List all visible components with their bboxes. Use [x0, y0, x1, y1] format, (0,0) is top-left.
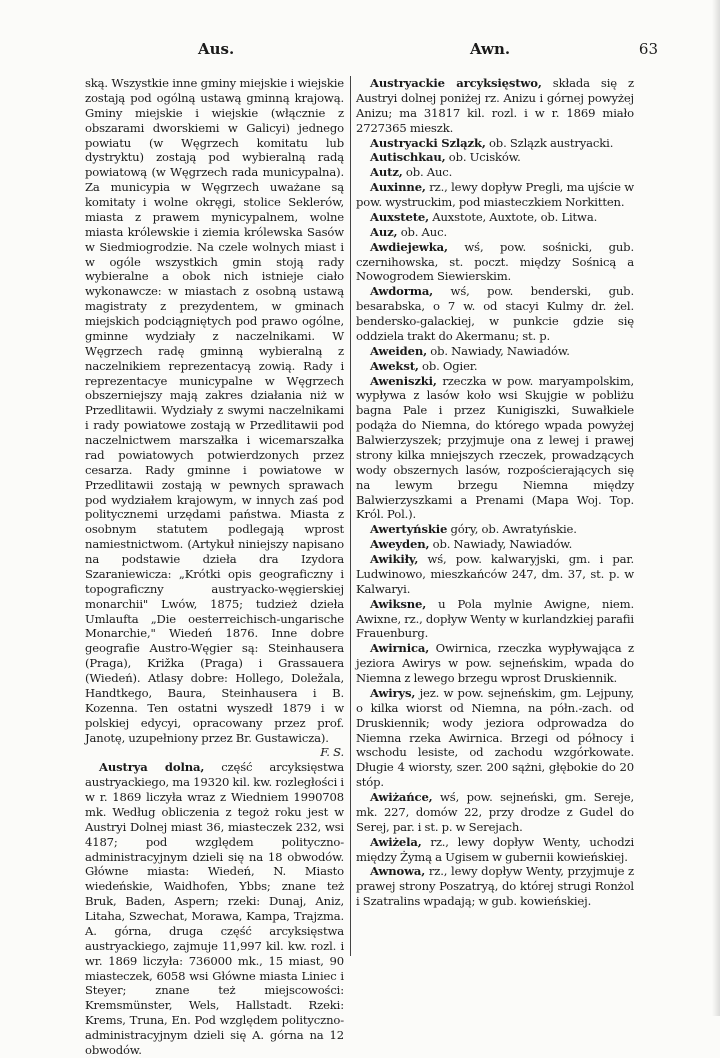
- right-column: [356, 76, 634, 909]
- entry-headword: Autz,: [370, 165, 403, 180]
- dictionary-entry: [356, 864, 634, 909]
- entry-headword: Autischkau,: [370, 150, 446, 165]
- dictionary-entry: [356, 374, 634, 523]
- dictionary-entry: [356, 641, 634, 686]
- entry-headword: Awiżela,: [370, 834, 422, 849]
- dictionary-entry: [356, 150, 634, 165]
- dictionary-entry: [356, 136, 634, 151]
- dictionary-entry: [356, 686, 634, 790]
- entry-body: jez. w pow. sejneńskim, gm. Lejpuny, o kilka wiorst od Niemna, na półn.-zach. od Druskiennik; wody jeziora odprowadza do Niemna rzeka Awirnica. Brzegi od północy i wschodu lesiste, od zachodu wzgórkowate. Długie 4 wiorsty, szer. 200 sążni, głębokie do 20 stóp.: [356, 685, 634, 790]
- header-right-guideword: Awn.: [470, 40, 511, 58]
- entry-body: część arcyksięstwa austryackiego, ma 19320 kil. kw. rozległości i w r. 1869 liczyła wraz z Wiedniem 1990708 mk. Według obliczenia z tegoż roku jest w Austryi Dolnej miast 36, miasteczek 232, wsi 4187; pod względem polityczno-administracyjnym dzieli się na 18 obwodów. Główne miasta: Wiedeń, N. Miasto wiedeńskie, Waidhofen, Ybbs; znane też Bruk, Baden, Aspern; rzeki: Dunaj, Aniz, Litaha, Szwechat, Morawa, Kampa, Trajzma. A. górna, druga część arcyksięstwa austryackiego, zajmuje 11,997 kil. kw. rozl. i wr. 1869 liczyła: 736000 mk., 15 miast, 90 miasteczek, 6058 wsi Główne miasta Liniec i Steyer; znane też miejscowości: Kremsmünster, Wels, Hallstadt. Rzeki: Krems, Truna, En. Pod względem polityczno-administracyjnym dzieli się A. górna na 12 obwodów.: [85, 760, 344, 1057]
- entry-headword: Awirnica,: [370, 641, 430, 656]
- entry-headword: Auz,: [370, 224, 398, 239]
- entry-headword: Awirys,: [370, 685, 416, 700]
- entry-body: ob. Auc.: [397, 224, 447, 239]
- entry-body: rz., lewy dopływ Pregli, ma ujście w pow. wystruckim, pod miasteczkiem Norkitten.: [356, 180, 634, 209]
- entry-body: wś, pow. benderski, gub. besarabska, o 7 w. od stacyi Kulmy dr. żel. bendersko-galackiej, w punkcie gdzie się oddziela trakt do Akermanu; st. p.: [356, 284, 634, 343]
- dictionary-entry: [356, 522, 634, 537]
- entry-austrya-dolna: [85, 760, 344, 1058]
- dictionary-entry: [356, 210, 634, 225]
- entry-headword: Awdiejewka,: [370, 239, 448, 254]
- article-continuation: ską. Wszystkie inne gminy miejskie i wiejskie zostają pod ogólną ustawą gminną krajową. Gminy miejskie i wiejskie (włącznie z obszarami dworskiemi w Galicyi) jednego powiatu (w Węgrzech komitatu lub dystryktu) zostają pod wybieralną radą powiatową (w Węgrzech rada municypalna). Za municypia w Węgrzech uważane są komitaty i wolne okręgi, stolice Seklerów, miasta z prawem mynicypalnem, wolne miasta królewskie i ziemia królewska Sasów w Siedmiogrodzie. Na czele wolnych miast i w ogóle wszystkich gmin stoją rady wybieralne a obok nich istnieje ciało wykonawcze: w miastach z osobną ustawą magistraty z prezydentem, w gminach miejskich podciągniętych pod prawo ogólne, gminne wydziały z naczelnikami. W Węgrzech radę gminną wybieralną z naczelnikiem reprezentacyą zowią. Rady i reprezentacye municypalne w Węgrzech obszerniejszy mają zakres działania niż w Przedlitawii. Wydziały z swymi naczelnikami i rady powiatowe zostają w Przedlitawii pod naczelnictwem marszałka i wicemarszałka rad powiatowych potwierdzonych przez cesarza. Rady gminne i powiatowe w Przedlitawii zostają w pewnych sprawach pod wydziałem krajowym, w innych zaś pod politycznemi urzędami państwa. Miasta z osobnym statutem podlegają wprost namiestnictwom. (Artykuł niniejszy napisano na podstawie dzieła dra Izydora Szaraniewicza: „Krótki opis geograficzny i topograficzny austryacko-węgierskiej monarchii" Lwów, 1875; tudzież dzieła Umlaufta „Die oesterreichisch-ungarische Monarchie," Wiedeń 1876. Inne dobre geografie Austro-Węgier są: Steinhausera (Praga), Križka (Praga) i Grassauera (Wiedeń). Atlasy dobre: Hollego, Doležala, Handtkego, Baura, Steinhausera i B. Kozenna. Ten ostatni wyszedł 1879 i w polskiej edycyi, opracowany przez prof. Janotę, uzupełniony przez Br. Gustawicza).: [85, 76, 344, 745]
- entry-headword: Awekst,: [370, 358, 419, 373]
- dictionary-entry: [356, 537, 634, 552]
- dictionary-entry: [356, 165, 634, 180]
- entry-headword: Awdorma,: [370, 284, 434, 299]
- entry-headword: Awiksne,: [370, 596, 427, 611]
- entry-body: ob. Ogier.: [418, 358, 478, 373]
- author-signature: F. S.: [320, 745, 344, 760]
- entry-body: wś, pow. sejneński, gm. Sereje, mk. 227, domów 22, przy drodze z Gudel do Serej, par. i st. p. w Serejach.: [356, 790, 634, 834]
- entry-body: rz., lewy dopływ Wenty, przyjmuje z prawej strony Poszatryą, do której strugi Ronżol i Szatralins wpadają; w gub. kowieńskiej.: [356, 864, 634, 909]
- dictionary-entry: [356, 552, 634, 597]
- entry-body: wś, pow. kalwaryjski, gm. i par. Ludwinowo, mieszkańców 247, dm. 37, st. p. w Kalwaryi.: [356, 552, 634, 596]
- entry-headword: Awikiły,: [370, 552, 419, 566]
- entry-headword: Austrya dolna,: [99, 760, 205, 775]
- entry-headword: Austryackie arcyksięstwo,: [370, 76, 542, 90]
- page-header: [88, 40, 658, 62]
- entry-body: Auxstote, Auxtote, ob. Litwa.: [429, 209, 598, 224]
- entry-body: składa się z Austryi dolnej poniżej rz. Anizu i górnej powyżej Anizu; ma 31817 kil. rozl. i w r. 1869 miało 2727365 mieszk.: [356, 76, 634, 135]
- dictionary-entry: [356, 790, 634, 835]
- header-left-guideword: Aus.: [198, 40, 235, 58]
- entry-headword: Aweniszki,: [370, 373, 437, 388]
- dictionary-entry: [356, 284, 634, 344]
- entry-body: ob. Ucisków.: [445, 150, 521, 165]
- page-edge-shadow: [712, 0, 720, 1016]
- entry-headword: Austryacki Szlązk,: [370, 135, 486, 150]
- entry-headword: Auxinne,: [370, 180, 426, 195]
- dictionary-entry: [356, 240, 634, 285]
- entry-body: Owirnica, rzeczka wypływająca z jeziora Awirys w pow. sejneńskim, wpada do Niemna z lewego brzegu wprost Druskiennik.: [356, 641, 634, 685]
- entry-body: ob. Nawiady, Nawiadów.: [429, 537, 573, 552]
- entry-body: ob. Nawiady, Nawiadów.: [427, 343, 570, 358]
- dictionary-entry: [356, 359, 634, 374]
- entry-body: rz., lewy dopływ Wenty, uchodzi między Żymą a Ugisem w gubernii kowieńskiej.: [356, 834, 634, 864]
- entry-body: ob. Auc.: [402, 165, 453, 180]
- left-column: [85, 76, 344, 1058]
- entry-headword: Aweyden,: [370, 537, 430, 552]
- entry-headword: Awiżańce,: [370, 790, 433, 804]
- entry-body: ob. Szlązk austryacki.: [485, 135, 614, 150]
- column-divider: [350, 76, 351, 956]
- entry-body: wś, pow. sośnicki, gub. czernihowska, st. poczt. między Sośnicą a Nowogrodem Siewierskim.: [356, 239, 634, 284]
- dictionary-entry: [356, 225, 634, 240]
- entry-headword: Awnowa,: [370, 864, 426, 879]
- dictionary-entry: [356, 835, 634, 865]
- page-number: 63: [638, 40, 658, 58]
- entry-headword: Awertyńskie: [370, 522, 448, 537]
- dictionary-entry: [356, 76, 634, 136]
- dictionary-entry: [356, 180, 634, 210]
- entry-body: góry, ob. Awratyńskie.: [447, 522, 577, 537]
- dictionary-entry: [356, 597, 634, 642]
- dictionary-entry: [356, 344, 634, 359]
- entry-body: u Pola mylnie Awigne, niem. Awixne, rz., dopływ Wenty w kurlandzkiej parafii Frauenburg.: [356, 596, 634, 641]
- entry-headword: Auxstete,: [370, 209, 430, 224]
- entry-body: rzeczka w pow. maryampolskim, wypływa z lasów koło wsi Skujgie w pobliżu bagna Pale i przez Kunigiszki, Suwałkiele podąża do Niemna, do którego wpada powyżej Balwierzyszek; przyjmuje ona z lewej i prawej strony kilka mniejszych rzeczek, prowadzących wody obszernych lasów, rozpościerających się na lewym brzegu Niemna między Balwierzyszkami a Prenami (Mapa Woj. Top. Król. Pol.).: [356, 373, 634, 522]
- entry-headword: Aweiden,: [370, 343, 428, 358]
